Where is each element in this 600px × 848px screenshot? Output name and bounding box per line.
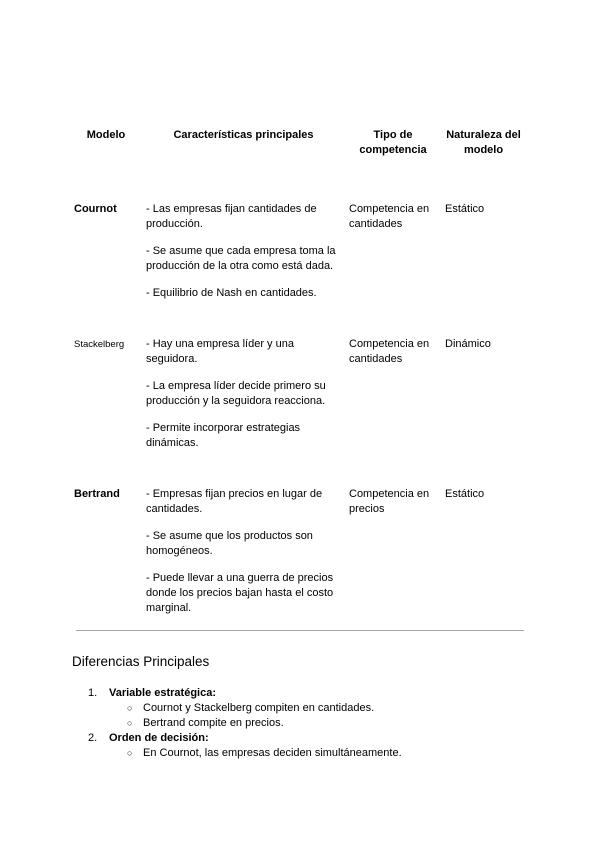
list-item (88, 731, 402, 746)
characteristic-text: - Se asume que cada empresa toma la producción de la otra como está dada. (146, 245, 336, 272)
list-item (88, 686, 402, 701)
list-number: 2. (88, 732, 98, 744)
table-row (70, 487, 526, 652)
characteristic-text: - Equilibrio de Nash en cantidades. (146, 287, 317, 299)
list-item-label: Orden de decisión: (109, 732, 209, 744)
header-tipo-competencia: Tipo de competencia (359, 129, 427, 156)
characteristics-cell (142, 202, 345, 337)
header-modelo: Modelo (86, 129, 126, 141)
model-name: Bertrand (74, 488, 120, 500)
sub-list-item (88, 746, 402, 761)
section-title: Diferencias Principales (72, 654, 210, 669)
characteristic-text: - Las empresas fijan cantidades de producción. (146, 203, 317, 230)
model-name: Cournot (74, 203, 117, 215)
characteristics-cell (142, 337, 345, 487)
hollow-bullet-icon: ○ (127, 703, 133, 713)
horizontal-divider (76, 630, 524, 631)
differences-list (88, 686, 402, 761)
list-number: 1. (88, 687, 98, 699)
characteristic-text: - Puede llevar a una guerra de precios donde los precios bajan hasta el costo marginal. (146, 572, 334, 614)
header-caracteristicas: Características principales (173, 129, 314, 141)
characteristic-text: - La empresa líder decide primero su producción y la seguidora reacciona. (146, 380, 326, 407)
competition-type: Competencia en precios (349, 488, 430, 515)
competition-type: Competencia en cantidades (349, 338, 430, 365)
characteristic-text: - Se asume que los productos son homogéneos. (146, 530, 313, 557)
hollow-bullet-icon: ○ (127, 718, 133, 728)
sub-list-item (88, 716, 402, 731)
list-item-label: Variable estratégica: (109, 687, 217, 699)
characteristic-text: - Permite incorporar estrategias dinámicas. (146, 422, 301, 449)
model-nature: Estático (445, 488, 485, 500)
sub-list-text: En Cournot, las empresas deciden simultáneamente. (143, 747, 402, 759)
header-naturaleza: Naturaleza del modelo (446, 129, 521, 156)
sub-list-text: Bertrand compite en precios. (143, 717, 284, 729)
model-name: Stackelberg (74, 339, 125, 350)
model-nature: Estático (445, 203, 485, 215)
model-nature: Dinámico (445, 338, 491, 350)
hollow-bullet-icon: ○ (127, 748, 133, 758)
characteristic-text: - Hay una empresa líder y una seguidora. (146, 338, 294, 365)
table-row (70, 202, 526, 337)
competition-type: Competencia en cantidades (349, 203, 430, 230)
characteristics-cell (142, 487, 345, 652)
sub-list-item (88, 701, 402, 716)
characteristic-text: - Empresas fijan precios en lugar de cantidades. (146, 488, 323, 515)
models-comparison-table (70, 124, 526, 652)
table-row (70, 337, 526, 487)
table-header-row (70, 124, 526, 202)
sub-list-text: Cournot y Stackelberg compiten en cantidades. (143, 702, 375, 714)
